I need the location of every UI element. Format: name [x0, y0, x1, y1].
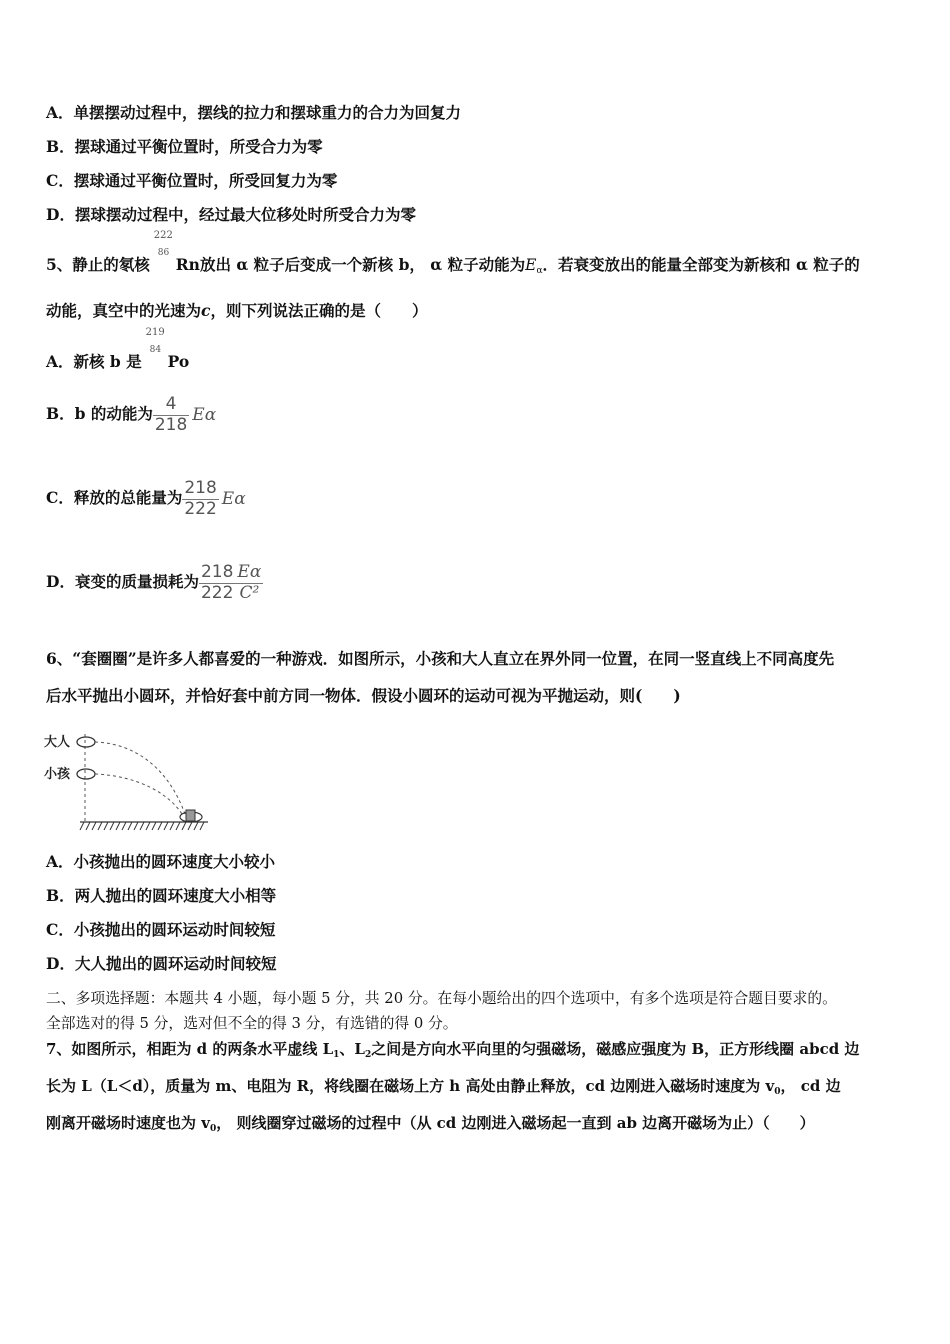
- q6-stem-line1: 6、“套圈圈”是许多人都喜爱的一种游戏．如图所示，小孩和大人直立在界外同一位置，在同一竖直线上不同高度先: [46, 649, 835, 668]
- q5-option-d: D．衰变的质量损耗为 $\frac{218}{222}$ $\frac{E\alpha}{\text{C²}}$: [46, 562, 262, 603]
- q6-option-c: C．小孩抛出的圆环运动时间较短: [46, 920, 276, 939]
- fraction-ea-c2: $\frac{E\alpha}{\text{C²}}$: [237, 562, 262, 603]
- q6-option-d: D．大人抛出的圆环运动时间较短: [46, 954, 277, 973]
- fraction-218-222: $\frac{218}{222}$: [184, 478, 217, 519]
- adult-trajectory: [95, 742, 185, 814]
- label-adult: 大人: [44, 735, 71, 750]
- target-object: [186, 810, 195, 821]
- q6-option-b: B．两人抛出的圆环速度大小相等: [46, 886, 277, 905]
- q5-option-c: C．释放的总能量为 $\frac{218}{222}$ Eα: [46, 478, 246, 519]
- q5-stem-line1: 5、静止的氡核 222 86 Rn放出 α 粒子后变成一个新核 b， α 粒子动能为$E_\alpha$．若衰变放出的能量全部变为新核和 α 粒子的: [46, 230, 860, 276]
- radon-isotope: 222 86: [153, 230, 173, 258]
- adult-ring: [77, 737, 95, 747]
- q7-stem-line1: 7、如图所示，相距为 d 的两条水平虚线 $L_1$、$L_2$之间是方向水平向里的匀强磁场，磁感应强度为 B，正方形线圈 abcd 边: [46, 1040, 860, 1060]
- q6-option-a: A．小孩抛出的圆环速度大小较小: [46, 852, 276, 871]
- q7-stem-line2: 长为 L（L＜d），质量为 m、电阻为 R，将线圈在磁场上方 h 高处由静止释放，cd 边刚进入磁场时速度为 $v_0$， cd 边: [46, 1077, 841, 1097]
- q4-option-b: B．摆球通过平衡位置时，所受合力为零: [46, 137, 323, 156]
- q5-option-b: B．b 的动能为 $\frac{4}{218}$ Eα: [46, 394, 217, 435]
- polonium-isotope: 219 84: [145, 327, 165, 355]
- ring-toss-figure: [44, 728, 214, 836]
- section2-heading-line2: 全部选对的得 5 分，选对但不全的得 3 分，有选错的得 0 分。: [46, 1015, 458, 1032]
- fraction-218-222-mass: $\frac{218}{222}$: [200, 562, 234, 603]
- q4-option-d: D．摆球摆动过程中，经过最大位移处时所受合力为零: [46, 205, 416, 224]
- section2-heading-line1: 二、多项选择题：本题共 4 小题，每小题 5 分，共 20 分。在每小题给出的四个选项中，有多个选项是符合题目要求的。: [46, 990, 837, 1007]
- fraction-4-218: $\frac{4}{218}$: [154, 394, 188, 435]
- label-child: 小孩: [44, 767, 71, 782]
- q4-option-c: C．摆球通过平衡位置时，所受回复力为零: [46, 171, 338, 190]
- child-trajectory: [95, 774, 182, 814]
- q5-option-a: A．新核 b 是 219 84 Po: [46, 327, 190, 371]
- q6-stem-line2: 后水平抛出小圆环，并恰好套中前方同一物体．假设小圆环的运动可视为平抛运动，则( ): [46, 686, 681, 705]
- q7-stem-line3: 刚离开磁场时速度也为 $v_0$， 则线圈穿过磁场的过程中（从 cd 边刚进入磁场起一直到 ab 边离开磁场为止）（ ）: [46, 1114, 815, 1134]
- q4-option-a: A．单摆摆动过程中，摆线的拉力和摆球重力的合力为回复力: [46, 103, 462, 122]
- ground-hatching: [80, 822, 204, 830]
- q5-stem-line2: 动能，真空中的光速为c，则下列说法正确的是（ ）: [46, 301, 428, 320]
- child-ring: [77, 769, 95, 779]
